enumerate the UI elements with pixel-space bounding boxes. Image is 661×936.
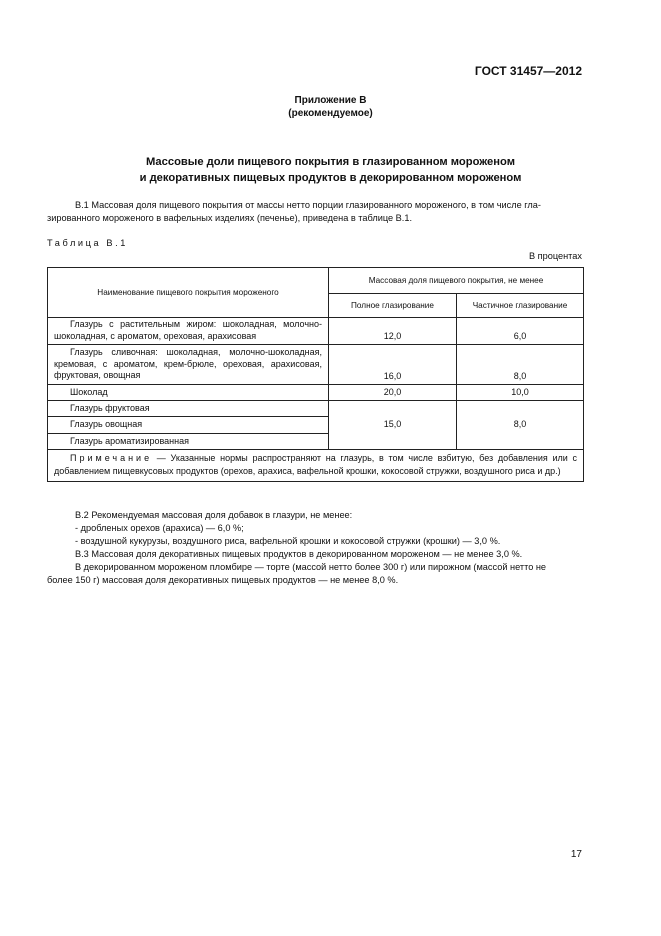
paragraph-b2-item-2: - воздушной кукурузы, воздушного риса, вафельной крошки и кокосовой стружки (крошки) — 3,0 %. bbox=[75, 536, 501, 546]
paragraph-b3-line-2: В декорированном мороженом пломбире — торте (массой нетто более 300 г) или пирожном (массой нетто не bbox=[75, 562, 547, 572]
table-unit: В процентах bbox=[528, 251, 582, 261]
row-name: Глазурь ароматизированная bbox=[48, 434, 329, 450]
row-partial-merged: 8,0 bbox=[457, 401, 584, 450]
paragraph-b2-item-1: - дробленых орехов (арахиса) — 6,0 %; bbox=[75, 523, 244, 533]
row-partial: 10,0 bbox=[457, 385, 584, 401]
row-name: Глазурь с растительным жиром: шоколадная, молочно-шоколадная, с ароматом, ореховая, арахисовая bbox=[48, 318, 329, 345]
table-row bbox=[48, 318, 584, 345]
table-row bbox=[48, 345, 584, 385]
table-note bbox=[48, 450, 584, 482]
paragraph-b2-intro: В.2 Рекомендуемая массовая доля добавок в глазури, не менее: bbox=[75, 510, 353, 520]
table-caption: Таблица В.1 bbox=[47, 238, 128, 248]
paragraph-b1-line-1: В.1 Массовая доля пищевого покрытия от массы нетто порции глазированного мороженого, в том числе гла- bbox=[75, 200, 541, 210]
row-name: Глазурь овощная bbox=[48, 417, 329, 434]
row-name: Глазурь фруктовая bbox=[48, 401, 329, 417]
page-number: 17 bbox=[570, 849, 582, 860]
note-text: — Указанные нормы распространяют на глазурь, в том числе взбитую, без добавления или с добавлением пищевкусовых продуктов (орехов, арахиса, вафельной крошки, кокосовой стружки, воздушного риса и др.) bbox=[54, 453, 577, 476]
standard-number: ГОСТ 31457—2012 bbox=[474, 64, 582, 78]
row-partial: 6,0 bbox=[457, 318, 584, 345]
row-name: Шоколад bbox=[48, 385, 329, 401]
row-name: Глазурь сливочная: шоколадная, молочно-шоколадная, кремовая, с ароматом, крем-брюле, ореховая, арахисовая, фруктовая, овощная bbox=[48, 345, 329, 385]
header-group: Массовая доля пищевого покрытия, не менее bbox=[329, 268, 584, 294]
table-row bbox=[48, 401, 584, 417]
row-full-merged: 15,0 bbox=[329, 401, 457, 450]
row-partial: 8,0 bbox=[457, 345, 584, 385]
coating-table bbox=[47, 267, 584, 482]
header-partial: Частичное глазирование bbox=[457, 294, 584, 318]
appendix-status: (рекомендуемое) bbox=[288, 108, 373, 119]
paragraph-b3-line-1: В.3 Массовая доля декоративных пищевых продуктов в декорированном мороженом — не менее 3,0 %. bbox=[75, 549, 523, 559]
header-name: Наименование пищевого покрытия мороженого bbox=[48, 268, 329, 318]
row-full: 12,0 bbox=[329, 318, 457, 345]
table-note-row bbox=[48, 450, 584, 482]
paragraph-b1-line-2: зированного мороженого в вафельных изделиях (печенье), приведена в таблице В.1. bbox=[47, 213, 413, 223]
row-full: 16,0 bbox=[329, 345, 457, 385]
title-line-2: и декоративных пищевых продуктов в декорированном мороженом bbox=[139, 172, 522, 184]
paragraph-b3-line-3: более 150 г) массовая доля декоративных пищевых продуктов — не менее 8,0 %. bbox=[47, 575, 399, 585]
header-full: Полное глазирование bbox=[329, 294, 457, 318]
table-row bbox=[48, 385, 584, 401]
note-label: Примечание bbox=[70, 453, 153, 463]
row-full: 20,0 bbox=[329, 385, 457, 401]
appendix-label: Приложение В bbox=[294, 95, 367, 106]
title-line-1: Массовые доли пищевого покрытия в глазированном мороженом bbox=[145, 156, 516, 168]
